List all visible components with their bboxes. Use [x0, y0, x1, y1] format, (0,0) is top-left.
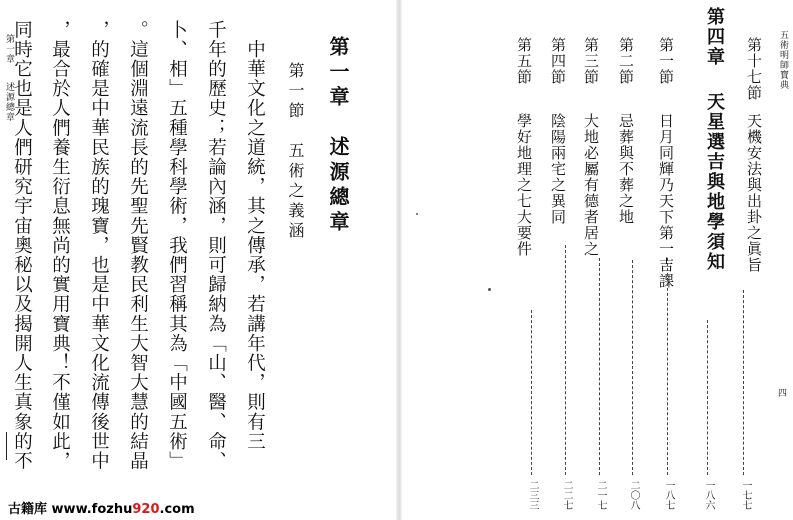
section-title: 第一節 五術之義涵: [286, 62, 305, 242]
toc-entry-label: 第四節: [549, 37, 567, 85]
toc-entry-title: 忌葬與不葬之地: [617, 113, 635, 225]
toc-leader: [531, 310, 532, 475]
running-title-right: 五術明師寶典: [778, 30, 788, 90]
toc-entry-label: 第五節: [515, 37, 533, 85]
body-column: 。這個淵遠流長的先聖先賢教民利生大智大慧的結晶: [127, 20, 149, 471]
toc-entry-page: 一八六: [703, 480, 714, 510]
margin-rule: [6, 432, 7, 460]
body-column: 中華文化之道統，其之傳承，若講年代，則有三: [244, 20, 266, 452]
site-watermark: [8, 498, 195, 518]
watermark-url: [52, 502, 195, 517]
chapter-title: 第一章 述源總章: [326, 36, 350, 236]
toc-entry-page: 二二七: [561, 480, 572, 510]
toc-entry-title: 大地必屬有德者居之: [582, 113, 600, 257]
body-column: 千年的歷史；若論內涵，則可歸納為「山、醫、命、: [205, 20, 227, 471]
toc-leader: [565, 245, 566, 475]
scan-speck: [488, 288, 491, 291]
toc-entry-page: 一七七: [740, 480, 751, 510]
toc-entry-page: 一八七: [663, 480, 674, 510]
toc-entry-label: 第一節: [657, 37, 675, 85]
body-column: 同時它也是人們研究宇宙奧秘以及揭開人生真象的不: [11, 20, 33, 471]
body-column: ，的確是中華民族的瑰寶，也是中華文化流傳後世中: [88, 20, 110, 471]
running-title-left-name: 述源總章: [4, 82, 14, 122]
toc-entry-label: 第三節: [582, 37, 600, 85]
toc-entry-page: 二〇八: [628, 480, 639, 510]
scan-speck: [416, 213, 418, 215]
toc-leader: [632, 260, 633, 475]
toc-entry-title: 日月同輝乃天下第一吉課: [657, 113, 675, 289]
watermark-url-suffix: .com: [159, 502, 195, 517]
toc-leader: [599, 258, 600, 475]
toc-entry-page: 二一七: [595, 480, 606, 510]
toc-entry-page: 二三三: [527, 480, 538, 510]
toc-entry-title: 天機安法與出卦之眞旨: [745, 113, 763, 273]
toc-leader: [743, 290, 744, 475]
body-column: ，最合於人們養生衍息無尚的實用寶典！不僅如此，: [49, 20, 71, 471]
toc-leader: [667, 258, 668, 475]
watermark-url-digits: 920: [132, 502, 160, 517]
toc-leader: [707, 320, 708, 475]
toc-chapter-title: 天星選吉與地學須知: [704, 92, 725, 272]
toc-chapter-label: 第四章: [704, 7, 725, 67]
running-title-left-chapter: 第一章: [4, 34, 14, 64]
body-column: 卜、相」五種學科學術，我們習稱其為「中國五術」: [166, 20, 188, 471]
toc-entry-label: 第二節: [617, 37, 635, 85]
watermark-url-prefix: www.fozhu: [51, 502, 133, 517]
toc-entry-label: 第十七節: [745, 37, 763, 101]
toc-entry-title: 陰陽兩宅之異同: [549, 113, 567, 225]
toc-entry-title: 學好地理之七大要件: [515, 113, 533, 257]
book-gutter: [396, 0, 402, 520]
watermark-site-name: 古籍库: [8, 502, 48, 517]
page-number-right: 四: [776, 388, 786, 397]
